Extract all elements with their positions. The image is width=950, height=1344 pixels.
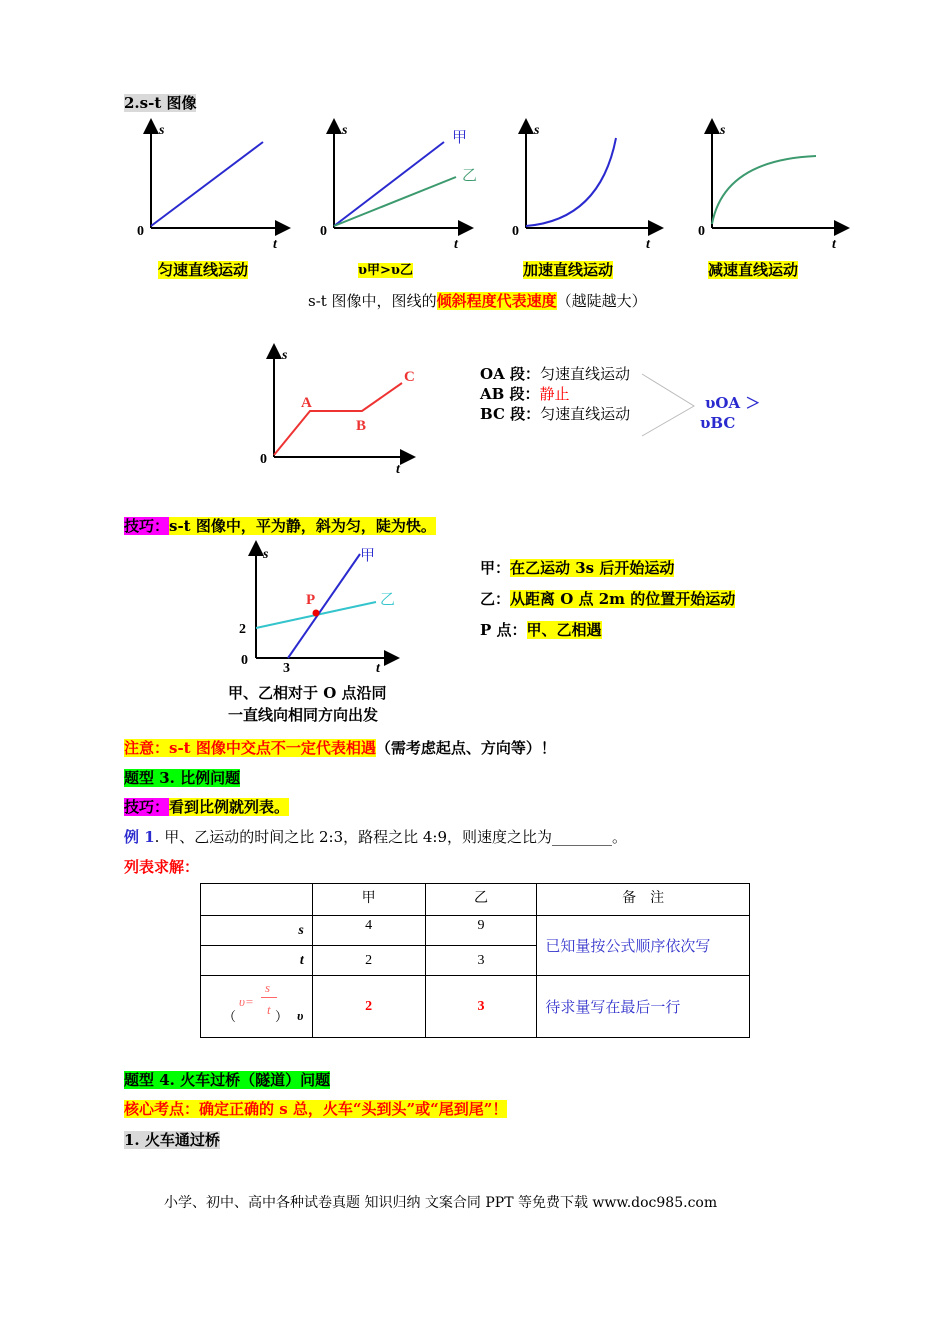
oabc-segments: [480, 364, 630, 424]
axis-t-label: t: [273, 237, 277, 252]
graph-two-speeds: [318, 120, 488, 250]
cell-s-jia: 4: [312, 916, 425, 946]
table-row-s: [201, 916, 750, 946]
label-3: 3: [283, 661, 290, 676]
section-title: 2.s-t 图像: [124, 94, 197, 112]
graph-decelerating: [696, 120, 856, 250]
axis-s-label: s: [282, 348, 288, 363]
meeting-caption: 甲、乙相对于 O 点沿同 一直线向相同方向出发: [228, 684, 387, 724]
line-uniform: [151, 142, 263, 226]
axis-t-label: t: [454, 237, 458, 252]
table-header-cell: 备 注: [537, 884, 750, 916]
note-line: 注意：s-t 图像中交点不一定代表相遇（需考虑起点、方向等）！: [124, 739, 556, 757]
tip-1: 技巧：s-t 图像中，平为静，斜为匀，陡为快。: [124, 517, 436, 535]
table-header-cell: [201, 884, 313, 916]
cell-v-yi: 3: [425, 976, 537, 1038]
segment-bc: BC 段：匀速直线运动: [480, 405, 631, 423]
cell-s-yi: 9: [425, 916, 537, 946]
label-jia: 甲: [360, 548, 376, 564]
cell-v-jia: 2: [312, 976, 425, 1038]
label-p: P: [306, 592, 316, 608]
segment-ab: AB 段：静止: [480, 385, 570, 403]
cell-t-yi: 3: [425, 946, 537, 976]
list-solve-label: 列表求解：: [124, 858, 200, 876]
axis-origin-label: 0: [137, 224, 144, 239]
point-b-label: B: [356, 418, 367, 434]
caption-accelerating: 加速直线运动: [523, 261, 614, 279]
type-3-heading: 题型 3. 比例问题: [124, 769, 241, 787]
caption-compare: υ甲>υ乙: [358, 263, 413, 278]
core-point: 核心考点：确定正确的 s 总，火车“头到头”或“尾到尾”！: [124, 1100, 508, 1118]
axis-s-label: s: [159, 123, 165, 138]
oabc-compare: υOA ＞ υBC: [700, 394, 761, 432]
summary-line: s-t 图像中，图线的倾斜程度代表速度（越陡越大）: [308, 292, 647, 310]
label-yi: 乙: [380, 592, 396, 608]
point-a-label: A: [301, 395, 312, 411]
label-jia: 甲: [452, 130, 468, 146]
note-jia: 甲：在乙运动 3s 后开始运动: [480, 559, 675, 577]
graph-meeting: [236, 540, 426, 680]
note-yi: 乙：从距离 O 点 2m 的位置开始运动: [480, 590, 736, 608]
table-header-cell: 乙: [425, 884, 537, 916]
note-unknown: 待求量写在最后一行: [537, 976, 750, 1038]
example-1: 例 1. 甲、乙运动的时间之比 2:3，路程之比 4:9，则速度之比为________。: [124, 828, 628, 846]
axis-origin-label: 0: [241, 653, 248, 668]
note-known: 已知量按公式顺序依次写: [537, 916, 750, 976]
ratio-table: [200, 883, 750, 1038]
caption-decelerating: 减速直线运动: [708, 261, 799, 279]
tip-2: 技巧：看到比例就列表。: [124, 798, 290, 816]
segment-oa: OA 段：匀速直线运动: [480, 365, 630, 383]
graph-oabc: [258, 345, 438, 475]
sub-heading-1: 1. 火车通过桥: [124, 1131, 220, 1149]
line-jia: [334, 142, 444, 226]
table-header-row: [201, 884, 750, 916]
label-yi: 乙: [462, 168, 478, 184]
axis-origin-label: 0: [512, 224, 519, 239]
note-p: P 点：甲、乙相遇: [480, 621, 602, 639]
axis-origin-label: 0: [698, 224, 705, 239]
line-yi: [334, 177, 456, 226]
label-2: 2: [239, 622, 246, 637]
axis-t-label: t: [832, 237, 836, 252]
line-oabc: [274, 383, 402, 455]
curve-decelerating: [712, 156, 816, 224]
axis-s-label: s: [534, 123, 540, 138]
axis-s-label: s: [263, 547, 269, 562]
row-label-v: υ= s t （ ） υ: [201, 976, 313, 1038]
line-jia: [288, 554, 360, 658]
graph-uniform: [135, 120, 295, 250]
meeting-point: [313, 610, 320, 617]
table-row-v: [201, 976, 750, 1038]
row-label-t: t: [201, 946, 313, 976]
page-footer: 小学、初中、高中各种试卷真题 知识归纳 文案合同 PPT 等免费下载 www.doc985.com: [164, 1195, 718, 1211]
axis-t-label: t: [396, 462, 400, 477]
graph-accelerating: [510, 120, 670, 250]
axis-t-label: t: [376, 661, 380, 676]
curve-accelerating: [526, 138, 616, 226]
type-4-heading: 题型 4. 火车过桥（隧道）问题: [124, 1071, 331, 1089]
axis-t-label: t: [646, 237, 650, 252]
axis-s-label: s: [720, 123, 726, 138]
axis-origin-label: 0: [260, 452, 267, 467]
caption-uniform: 匀速直线运动: [158, 261, 249, 279]
row-label-s: s: [201, 916, 313, 946]
axis-s-label: s: [342, 123, 348, 138]
point-c-label: C: [404, 369, 415, 385]
cell-t-jia: 2: [312, 946, 425, 976]
table-header-cell: 甲: [312, 884, 425, 916]
meeting-notes: [480, 557, 735, 650]
axis-origin-label: 0: [320, 224, 327, 239]
